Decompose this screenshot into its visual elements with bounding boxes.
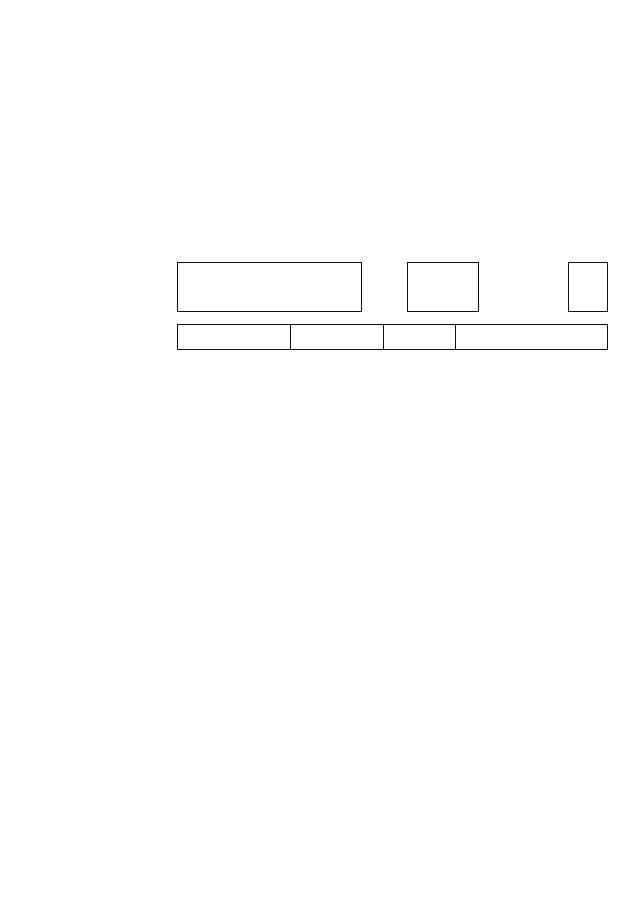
origin-divider-3 — [455, 324, 456, 350]
code-box — [407, 262, 479, 312]
origin-box — [177, 324, 608, 350]
level-box — [568, 262, 608, 312]
origin-divider-1 — [290, 324, 291, 350]
function-name-box — [177, 262, 362, 312]
origin-divider-2 — [383, 324, 384, 350]
